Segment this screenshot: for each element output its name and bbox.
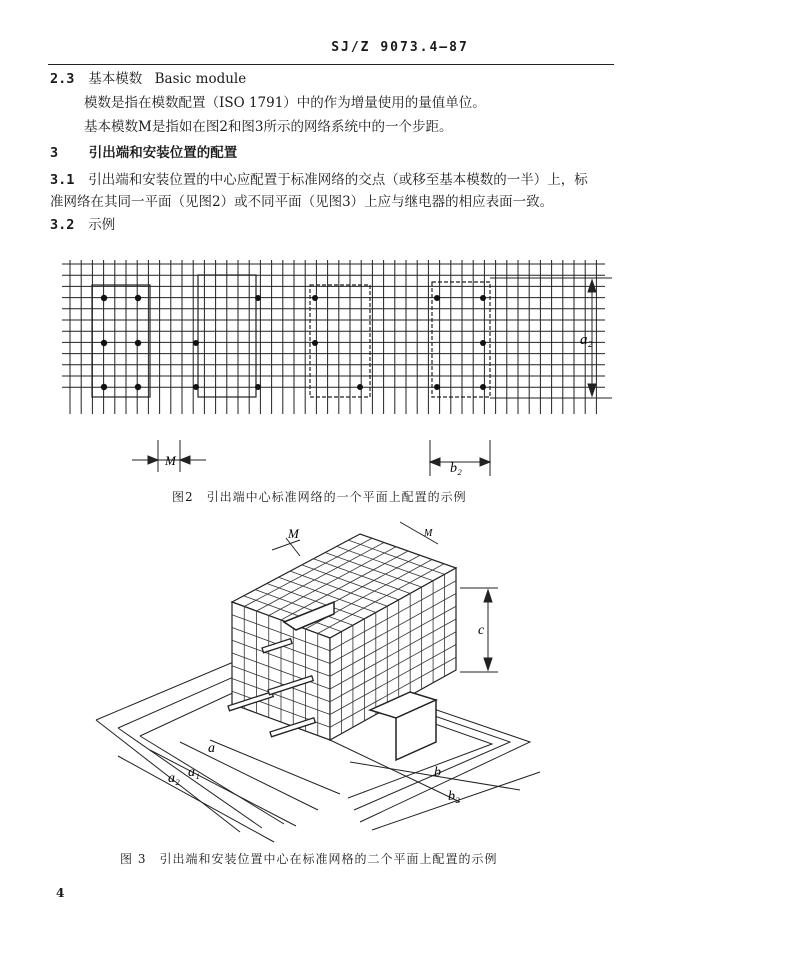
section-number: 3.1 bbox=[50, 172, 75, 188]
dimension-a2 bbox=[490, 278, 612, 398]
page-number: 4 bbox=[56, 886, 65, 900]
label-a2: a₂ bbox=[168, 771, 180, 786]
standard-grid bbox=[62, 260, 605, 414]
section-title-en: Basic module bbox=[154, 71, 247, 87]
section-3-1-line1 bbox=[50, 171, 588, 189]
section-title-cn: 基本模数 bbox=[88, 71, 143, 87]
section-number: 3 bbox=[50, 145, 59, 161]
figure-2-caption: 图2 引出端中心标准网络的一个平面上配置的示例 bbox=[172, 490, 467, 504]
label-a: a bbox=[208, 741, 215, 756]
section-3-2-heading bbox=[50, 216, 115, 234]
paragraph: 基本模数M是指如在图2和图3所示的网络系统中的一个步距。 bbox=[84, 119, 453, 135]
label-b2: b₂ bbox=[450, 461, 462, 476]
dimension-lines-a-b bbox=[118, 740, 540, 842]
label-a1: a₁ bbox=[188, 765, 200, 780]
paragraph: 模数是指在模数配置（ISO 1791）中的作为增量使用的量值单位。 bbox=[84, 95, 486, 111]
label-M: M bbox=[165, 453, 176, 468]
component-outlines bbox=[92, 275, 490, 397]
section-2-3-heading bbox=[50, 70, 246, 88]
figure-3-caption: 图 3 引出端和安装位置中心在标准网格的二个平面上配置的示例 bbox=[120, 852, 498, 866]
label-a2: a₂ bbox=[580, 332, 593, 348]
figure-3-isometric bbox=[0, 510, 800, 850]
section-3-1-line2: 准网络在其同一平面（见图2）或不同平面（见图3）上应与继电器的相应表面一致。 bbox=[50, 194, 554, 210]
standard-number: SJ/Z 9073.4—87 bbox=[331, 40, 469, 55]
header-rule bbox=[48, 64, 614, 65]
section-number: 2.3 bbox=[50, 71, 75, 87]
label-b2: b₂ bbox=[448, 789, 460, 804]
figure-2-grid bbox=[0, 240, 800, 480]
section-title: 引出端和安装位置的配置 bbox=[88, 145, 238, 161]
label-M-top: M bbox=[288, 526, 299, 541]
section-title: 示例 bbox=[88, 217, 116, 233]
section-number: 3.2 bbox=[50, 217, 75, 233]
paragraph-text: 引出端和安装位置的中心应配置于标准网络的交点（或移至基本模数的一半）上，标 bbox=[88, 172, 588, 188]
label-b: b bbox=[434, 765, 441, 780]
section-3-heading bbox=[50, 144, 237, 162]
label-c: c bbox=[478, 623, 485, 638]
label-M-right: M bbox=[424, 528, 433, 539]
